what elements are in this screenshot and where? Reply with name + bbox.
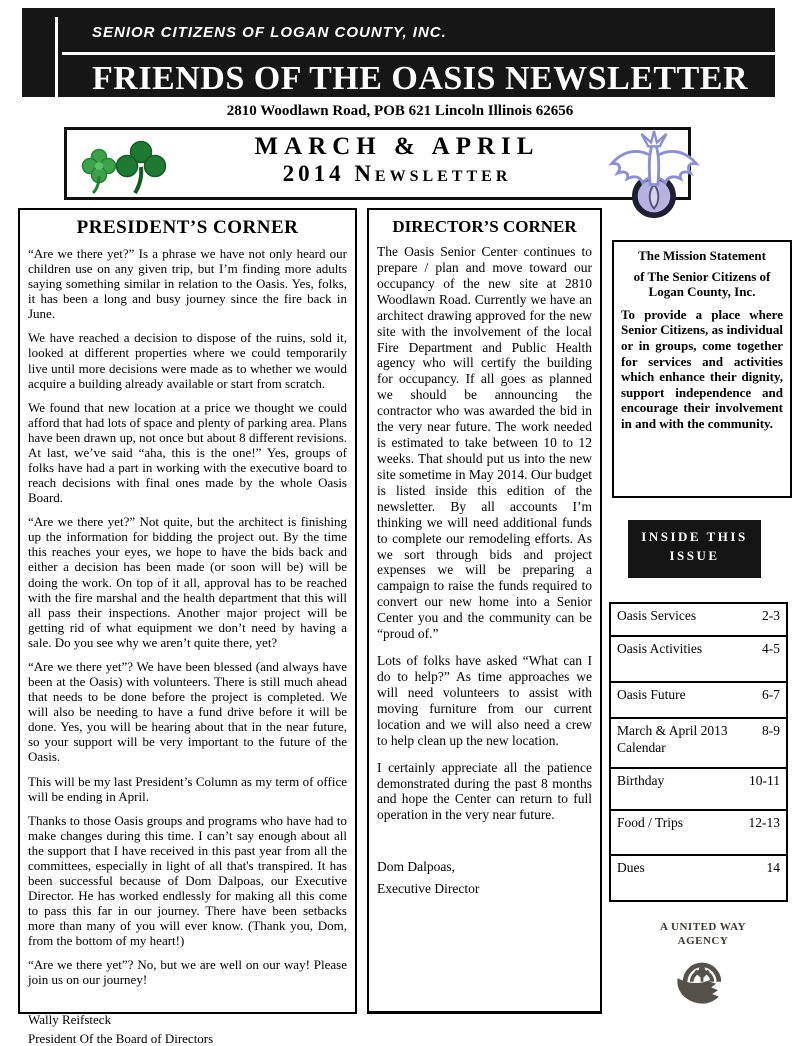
- mission-subtitle: of The Senior Citizens of Logan County, Inc.: [633, 268, 771, 300]
- issue-banner-box: [64, 127, 691, 200]
- toc-item-pages: 12-13: [748, 815, 780, 830]
- paragraph: Thanks to those Oasis groups and programs who have had to make changes during this time. I can’t say enough about all the support that I have received in this past year from all the committees, especially in light of all that's transpired. It has been successful because of Dom Dalpoas, our Executive Director. He has worked endlessly for making all this come to pass this far in our journey. There have been setbacks more than many of you will ever know. (Thank you, Dom, from the bottom of my heart!): [28, 812, 347, 949]
- toc-row: [611, 856, 786, 900]
- masthead-horizontal-rule: [62, 52, 794, 55]
- newsletter-title: FRIENDS OF THE OASIS NEWSLETTER: [92, 60, 749, 97]
- paragraph: We found that new location at a price we thought we could afford that had lots of space and plenty of parking area. Plans have been drawn up, not once but about 8 different revisions. At last, we’ve said “aha, this is the one!” Yes, groups of folks have had a part in working with the executive board to reach decisions with final ones made by the whole Oasis Board.: [28, 399, 347, 506]
- toc-item-pages: 14: [766, 860, 780, 875]
- toc-item-pages: 8-9: [762, 723, 780, 738]
- united-way-label-line1: A UNITED WAY: [659, 921, 747, 933]
- masthead-banner: [22, 8, 775, 97]
- toc-item-label: Oasis Future: [617, 687, 686, 702]
- directors-corner-section: [367, 208, 602, 1014]
- toc-item-label: Food / Trips: [617, 815, 684, 830]
- toc-item-pages: 6-7: [762, 687, 780, 702]
- toc-item-pages: 4-5: [762, 641, 780, 656]
- issue-title-months: MARCH & APRIL: [254, 133, 540, 160]
- signature-name: Wally Reifsteck: [28, 1011, 112, 1027]
- toc-item-label: Birthday: [617, 773, 665, 788]
- paragraph: “Are we there yet?” Not quite, but the architect is finishing up the information for bidding the project out. By the time this reaches your eyes, we hope to have the bids back and either a decision has been made (or soon will be) will be doing the work. On top of it all, approval has to be reached with the fire marshal and the health department that this will all pass their inspections. Another major project will be getting rid of what equipment we don’t need by having a sale. Do you see why we aren’t quite there, yet?: [28, 514, 347, 650]
- united-way-label: [630, 920, 776, 949]
- issue-title: [207, 133, 587, 187]
- paragraph: I certainly appreciate all the patience demonstrated during the past 8 months and hope the Center can return to full operation in the very near future.: [377, 759, 592, 823]
- mission-title: The Mission Statement: [638, 248, 766, 263]
- paragraph: Lots of folks have asked “What can I do to help?” As time approaches we will need volunteers to assist with moving furniture from our current location and we will also need a crew to help clean up the new location.: [377, 653, 592, 748]
- united-way-logo: [672, 950, 732, 1013]
- directors-corner-title: DIRECTOR’S CORNER: [392, 217, 577, 236]
- paragraph: “Are we there yet”? No, but we are well on our way! Please join us on our journey!: [28, 957, 347, 988]
- address-line: 2810 Woodlawn Road, POB 621 Lincoln Illinois 62656: [226, 103, 574, 119]
- toc-item-label: March & April 2013 Calendar: [617, 723, 728, 755]
- inside-this-issue-header: INSIDE THIS ISSUE: [628, 520, 761, 578]
- toc-row: [611, 769, 786, 811]
- paragraph: The Oasis Senior Center continues to prepare / plan and move toward our occupancy of the new site at 2810 Woodlawn Road. Currently we have an architect drawing approved for the new site with the involvement of the local Fire Department and Public Health agency who will certify the building for occupancy. If all goes as planned we should be announcing the contractor who was awarded the bid in the very near future. The work needed is estimated to take between 10 to 12 weeks. That should put us into the new site sometime in May 2014. Our budget is listed inside this edition of the newsletter. By all accounts I’m thinking we will need additional funds to complete our remodeling efforts. As we sort through bids and project expenses we will be preparing a campaign to raise the funds required to convert our new home into a Senior Center you and the community can be “proud of.”: [377, 244, 592, 642]
- issue-title-year: 2014 Newsletter: [282, 161, 512, 186]
- masthead-vertical-rule: [55, 17, 58, 97]
- paragraph: “Are we there yet”? We have been blessed (and always have been at the Oasis) with volunteers. There is still much ahead that needs to be done before the project is completed. We will also be needing to have a fund drive before it will be done. Yes, you will be hearing about that in the near future, so your support will be very important to the future of the Oasis.: [28, 658, 347, 765]
- signature-name: Dom Dalpoas,: [377, 859, 455, 875]
- united-way-label-line2: AGENCY: [677, 935, 729, 948]
- toc-table: [609, 602, 788, 902]
- toc-row: [611, 637, 786, 683]
- signature-title: Executive Director: [377, 881, 480, 897]
- paragraph: We have reached a decision to dispose of the ruins, sold it, looked at different properties where we could temporarily live until more decisions were made as to whether we would acquire a building already available or start from scratch.: [28, 330, 347, 391]
- toc-item-label: Oasis Services: [617, 608, 697, 623]
- org-name: SENIOR CITIZENS OF LOGAN COUNTY, INC.: [92, 24, 447, 41]
- shamrock-icon: [115, 139, 167, 200]
- presidents-corner-section: [18, 208, 357, 1046]
- mission-body: To provide a place where Senior Citizens, as individual or in groups, come together for services and activities which enhance their dignity, support independence and encourage their involvement in and with the community.: [621, 306, 783, 431]
- toc-row: [611, 719, 786, 769]
- four-leaf-clover-icon: [81, 148, 117, 199]
- toc-item-label: Oasis Activities: [617, 641, 703, 656]
- toc-item-label: Dues: [617, 860, 645, 875]
- toc-row: [611, 604, 786, 637]
- toc-row: [611, 683, 786, 719]
- signature-title: President Of the Board of Directors: [28, 1030, 214, 1046]
- toc-item-pages: 2-3: [762, 608, 780, 623]
- dove-icon: [606, 131, 702, 226]
- paragraph: “Are we there yet?” Is a phrase we have not only heard our children use on any given trip, but I’m finding more adults saying something similar in relation to the Oasis. Yes, folks, it has been a long and busy journey since the fire back in June.: [28, 246, 347, 322]
- toc-item-pages: 10-11: [749, 773, 780, 788]
- mission-statement-box: [612, 240, 792, 498]
- toc-row: [611, 811, 786, 856]
- presidents-corner-title: PRESIDENT’S CORNER: [76, 217, 299, 238]
- paragraph: This will be my last President’s Column as my term of office will be ending in April.: [28, 773, 347, 804]
